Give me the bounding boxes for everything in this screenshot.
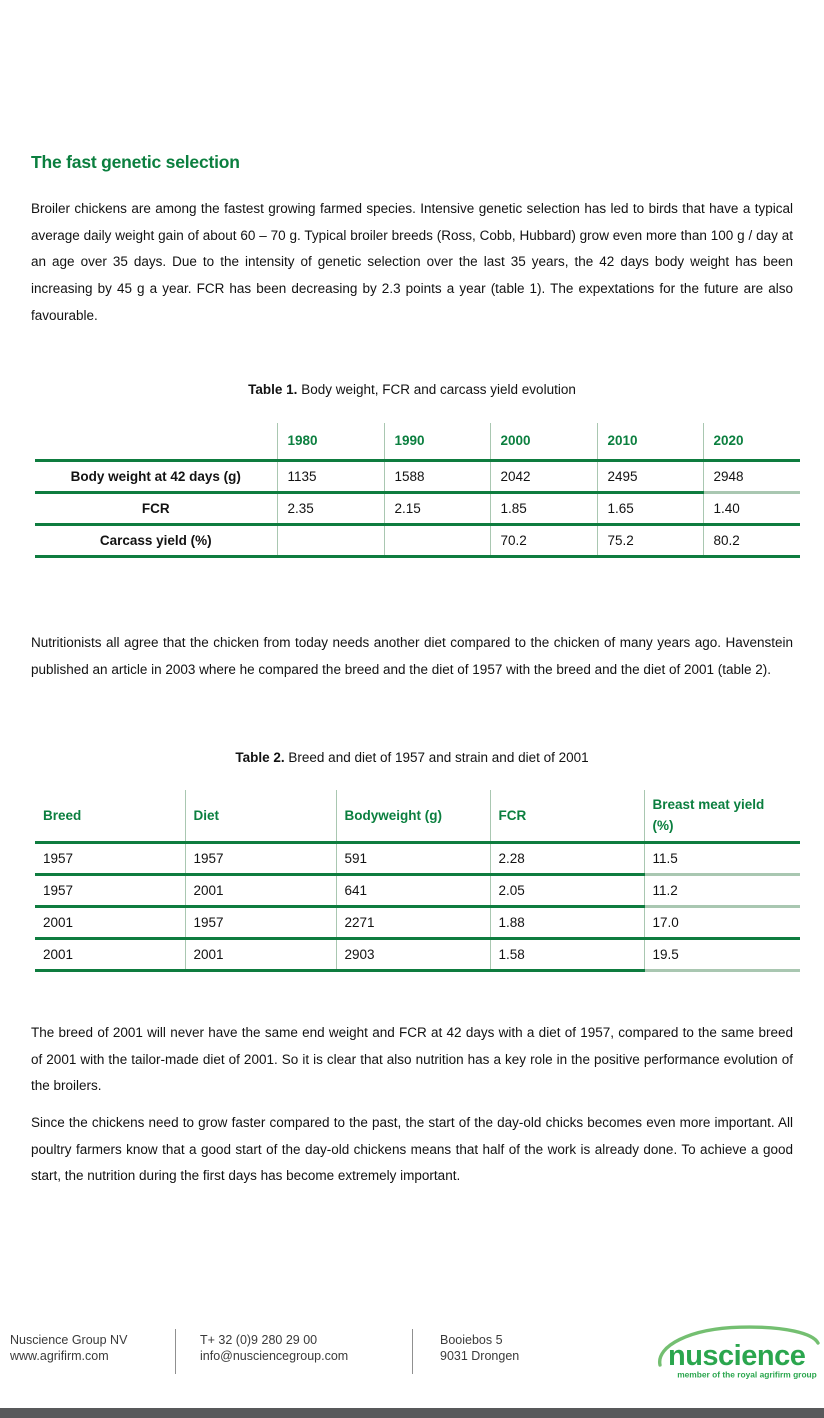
cell: 11.5	[644, 842, 800, 874]
cell: 2.35	[277, 492, 384, 524]
col-header-diet: Diet	[185, 790, 336, 842]
cell: 1957	[35, 874, 185, 906]
cell	[384, 524, 490, 556]
table-row	[35, 906, 800, 938]
footer-phone: T+ 32 (0)9 280 29 00	[200, 1333, 318, 1347]
footer-website-link[interactable]: www.agrifirm.com	[10, 1349, 109, 1363]
cell: 1.88	[490, 906, 644, 938]
paragraph-breed-conclusion: The breed of 2001 will never have the same end weight and FCR at 42 days with a diet of 1957, compared to the same breed of 2001 with the tailor-made diet of 2001. So it is clear that also nutrition has a key role in the positive performance evolution of the broilers.	[31, 1025, 793, 1094]
col-header-2000: 2000	[490, 423, 597, 460]
cell: 2495	[597, 460, 703, 492]
cell: 1135	[277, 460, 384, 492]
cell: 2271	[336, 906, 490, 938]
table1-caption	[31, 382, 793, 397]
col-header-1990: 1990	[384, 423, 490, 460]
row-label: FCR	[35, 492, 277, 524]
cell: 80.2	[703, 524, 800, 556]
cell: 1957	[35, 842, 185, 874]
cell: 2.05	[490, 874, 644, 906]
cell: 641	[336, 874, 490, 906]
footer-email-link[interactable]: info@nusciencegroup.com	[200, 1349, 349, 1363]
footer-address-city: 9031 Drongen	[440, 1349, 520, 1363]
cell: 2001	[35, 906, 185, 938]
paragraph-day-old-chicks: Since the chickens need to grow faster compared to the past, the start of the day-old chicks becomes even more important. All poultry farmers know that a good start of the day-old chickens means that half of the work is already done. To achieve a good start, the nutrition during the first days has become extremely important.	[31, 1115, 793, 1184]
cell: 75.2	[597, 524, 703, 556]
table-header-row	[35, 423, 800, 460]
cell: 2001	[185, 938, 336, 970]
cell: 2.15	[384, 492, 490, 524]
table-breed-diet-comparison	[35, 790, 800, 972]
cell: 2042	[490, 460, 597, 492]
table2-caption-label: Table 2.	[235, 750, 285, 765]
cell: 1588	[384, 460, 490, 492]
table-row	[35, 460, 800, 492]
nuscience-logo	[652, 1324, 822, 1382]
nuscience-logo-wordmark: nuscience	[668, 1340, 806, 1372]
col-header-breast-meat-yield: Breast meat yield (%)	[644, 790, 800, 842]
cell: 1.85	[490, 492, 597, 524]
cell: 2903	[336, 938, 490, 970]
footer-company-name: Nuscience Group NV	[10, 1333, 128, 1347]
table-row	[35, 938, 800, 970]
table-row	[35, 842, 800, 874]
col-header-breed: Breed	[35, 790, 185, 842]
page-footer-bar	[0, 1408, 824, 1418]
table-row	[35, 492, 800, 524]
nuscience-logo-tagline: member of the royal agrifirm group	[677, 1369, 817, 1380]
col-header-fcr: FCR	[490, 790, 644, 842]
cell: 70.2	[490, 524, 597, 556]
col-header-1980: 1980	[277, 423, 384, 460]
table2-caption	[31, 750, 793, 765]
paragraph-intro: Broiler chickens are among the fastest growing farmed species. Intensive genetic selection has led to birds that have a typical average daily weight gain of about 60 – 70 g. Typical broiler breeds (Ross, Cobb, Hubbard) grow even more than 100 g / day at an age over 35 days. Due to the intensity of genetic selection over the last 35 years, the 42 days body weight has been increasing by 45 g a year. FCR has been decreasing by 2.3 points a year (table 1). The expextations for the future are also favourable.	[31, 201, 793, 323]
table-row	[35, 524, 800, 556]
cell: 2001	[35, 938, 185, 970]
footer-divider	[412, 1329, 413, 1374]
footer-address-street: Booiebos 5	[440, 1333, 503, 1347]
paragraph-nutritionists: Nutritionists all agree that the chicken from today needs another diet compared to the chicken of many years ago. Havenstein published an article in 2003 where he compared the breed and the diet of 1957 with the breed and the diet of 2001 (table 2).	[31, 635, 793, 677]
cell: 591	[336, 842, 490, 874]
cell: 11.2	[644, 874, 800, 906]
cell: 1.58	[490, 938, 644, 970]
cell: 2.28	[490, 842, 644, 874]
cell: 19.5	[644, 938, 800, 970]
cell: 2001	[185, 874, 336, 906]
corner-cell	[35, 423, 277, 460]
footer-contact-block	[200, 1332, 348, 1364]
cell: 1.65	[597, 492, 703, 524]
cell: 1957	[185, 906, 336, 938]
table1-caption-label: Table 1.	[248, 382, 298, 397]
cell: 2948	[703, 460, 800, 492]
page-title: The fast genetic selection	[31, 152, 240, 172]
cell: 1957	[185, 842, 336, 874]
cell: 17.0	[644, 906, 800, 938]
table-header-row	[35, 790, 800, 842]
col-header-2010: 2010	[597, 423, 703, 460]
row-label: Carcass yield (%)	[35, 524, 277, 556]
table1-caption-text: Body weight, FCR and carcass yield evolution	[301, 382, 576, 397]
row-label: Body weight at 42 days (g)	[35, 460, 277, 492]
footer-address-block	[440, 1332, 519, 1364]
col-header-2020: 2020	[703, 423, 800, 460]
table-body-weight-evolution	[35, 423, 800, 558]
cell	[277, 524, 384, 556]
col-header-bodyweight: Bodyweight (g)	[336, 790, 490, 842]
table2-caption-text: Breed and diet of 1957 and strain and diet of 2001	[288, 750, 589, 765]
cell: 1.40	[703, 492, 800, 524]
footer-company-block	[10, 1332, 127, 1364]
footer-divider	[175, 1329, 176, 1374]
table-row	[35, 874, 800, 906]
